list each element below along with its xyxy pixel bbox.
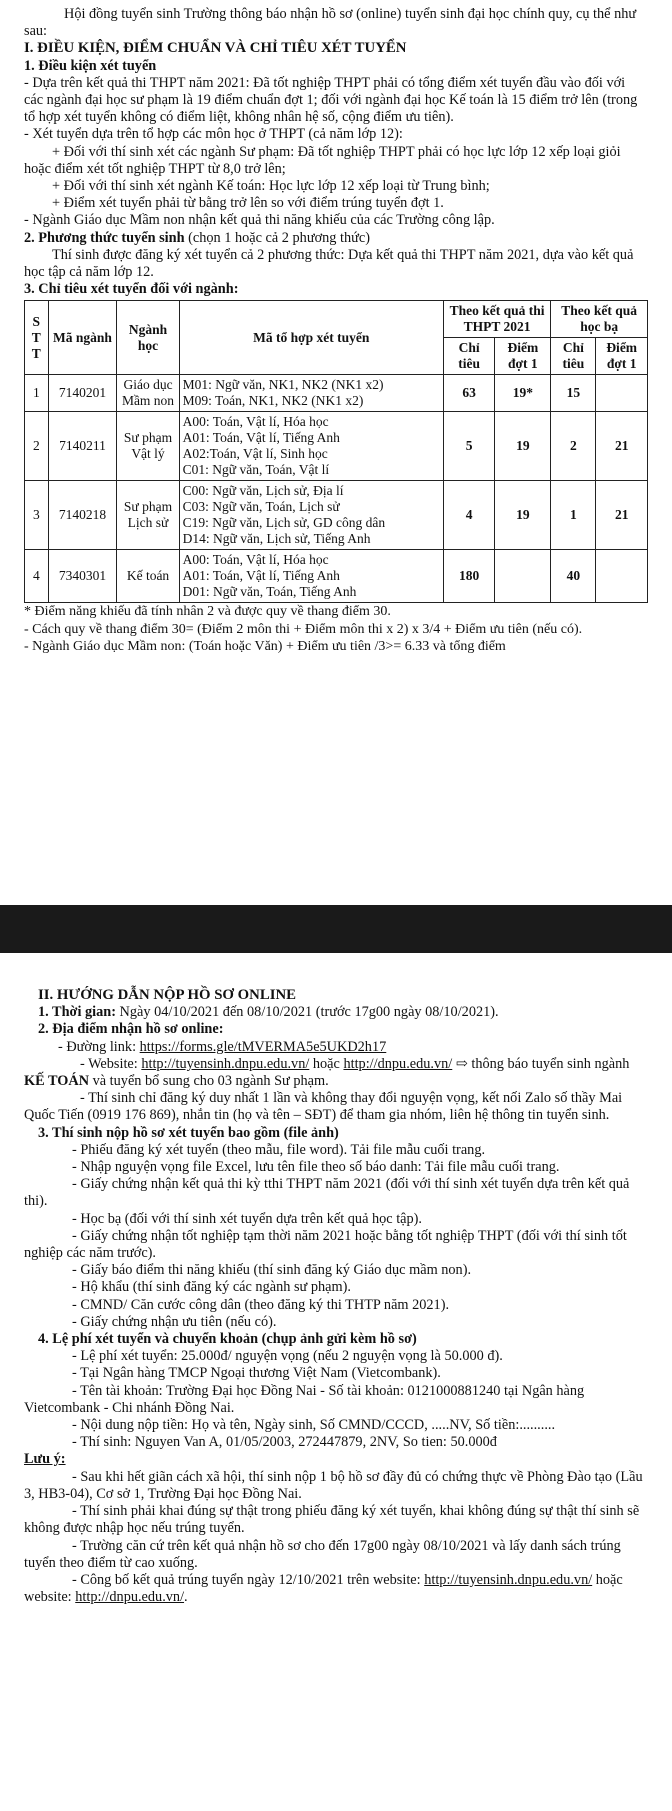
- s1-paragraph: + Điểm xét tuyển phải từ bằng trở lên so với điểm trúng tuyển đợt 1.: [52, 195, 444, 212]
- announce-link-2[interactable]: http://dnpu.edu.vn/: [75, 1589, 185, 1606]
- header-score: Điểm đợt 1: [596, 338, 648, 375]
- website-label: - Website:: [80, 1055, 142, 1072]
- combo-line: M01: Ngữ văn, NK1, NK2 (NK1 x2): [182, 377, 384, 393]
- header-thpt: Theo kết quả thi THPT 2021: [443, 301, 550, 338]
- website-or: hoặc: [309, 1055, 344, 1072]
- cell-quota-thpt: 63: [443, 375, 495, 412]
- cell-score-thpt: 19: [495, 412, 551, 481]
- doc-item: - Giấy chứng nhận ưu tiên (nếu có).: [72, 1313, 277, 1330]
- form-link[interactable]: https://forms.gle/tMVERMA5e5UKD2h17: [139, 1038, 387, 1055]
- fee-item: - Tại Ngân hàng TMCP Ngoại thương Việt Nam (Vietcombank).: [72, 1365, 441, 1382]
- s2-title: [24, 230, 646, 247]
- table-row: [25, 550, 648, 603]
- doc-item: - Giấy chứng nhận kết quả thi kỳ tthi THPT năm 2021 (đối với thí sinh xét tuyển dựa trên kết quả thi).: [24, 1176, 630, 1210]
- website-link-2[interactable]: http://dnpu.edu.vn/: [343, 1055, 453, 1072]
- doc-item: - Hộ khẩu (thí sinh đăng ký các ngành sư phạm).: [72, 1279, 351, 1296]
- website-bold: KẾ TOÁN: [24, 1073, 90, 1090]
- website-line: [24, 1056, 646, 1090]
- cell-stt: 3: [25, 481, 49, 550]
- cell-quota-thpt: 5: [443, 412, 495, 481]
- header-score: Điểm đợt 1: [495, 338, 551, 375]
- notes-title: Lưu ý:: [24, 1451, 66, 1468]
- section-1-title: I. ĐIỀU KIỆN, ĐIỂM CHUẨN VÀ CHỈ TIÊU XÉT TUYỂN: [24, 40, 407, 57]
- cell-code: 7140211: [48, 412, 117, 481]
- fee-item: - Tên tài khoản: Trường Đại học Đồng Nai - Số tài khoản: 0121000881240 tại Ngân hàng Vietcombank - Chi nhánh Đồng Nai.: [24, 1382, 585, 1416]
- announce-mid: hoặc website:: [24, 1571, 623, 1606]
- cell-score-hocba: 21: [596, 412, 648, 481]
- cell-major: Kế toán: [117, 550, 179, 603]
- doc-item: - Phiếu đăng ký xét tuyển (theo mẫu, file word). Tải file mẫu cuối trang.: [72, 1141, 486, 1158]
- cell-major: Sư phạm Lịch sử: [117, 481, 179, 550]
- s1-paragraph: - Xét tuyển dựa trên tổ hợp các môn học ở THPT (cả năm lớp 12):: [24, 126, 403, 143]
- admission-table: [24, 300, 648, 603]
- combo-line: A00: Toán, Vật lí, Hóa học: [182, 414, 329, 430]
- doc-item: - CMND/ Căn cước công dân (theo đăng ký thi THTP năm 2021).: [72, 1296, 450, 1313]
- table-row: [25, 412, 648, 481]
- cell-quota-hocba: 40: [551, 550, 596, 603]
- cell-score-hocba: 21: [596, 481, 648, 550]
- website-text: ⇨ thông báo tuyển sinh ngành: [452, 1055, 630, 1072]
- doc-item: - Nhập nguyện vọng file Excel, lưu tên file theo số báo danh: Tải file mẫu cuối trang.: [72, 1159, 560, 1176]
- combo-line: C19: Ngữ văn, Lịch sử, GD công dân: [182, 515, 386, 531]
- combo-line: A02:Toán, Vật lí, Sinh học: [182, 446, 328, 462]
- page-1: [0, 0, 672, 905]
- combo-line: C00: Ngữ văn, Lịch sử, Địa lí: [182, 483, 344, 499]
- website-end: và tuyển bổ sung cho 03 ngành Sư phạm.: [89, 1073, 329, 1090]
- zalo-paragraph: - Thí sinh chỉ đăng ký duy nhất 1 lần và không thay đổi nguyện vọng, kết nối Zalo số thầy Mai Quốc Tiến (0919 176 869), nhắn tin (họ và tên – SĐT) để tham gia nhóm, liên hệ thông tin tuyển sinh.: [24, 1090, 623, 1124]
- combo-line: C01: Ngữ văn, Toán, Vật lí: [182, 462, 330, 478]
- s1-paragraph: + Đối với thí sinh xét ngành Kế toán: Học lực lớp 12 xếp loại từ Trung bình;: [52, 178, 490, 195]
- header-stt: S T T: [25, 301, 49, 375]
- header-quota: Chỉ tiêu: [551, 338, 596, 375]
- cell-combos: [179, 375, 443, 412]
- cell-combos: [179, 412, 443, 481]
- form-link-line: [24, 1039, 646, 1056]
- table-row: [25, 481, 648, 550]
- location-title: 2. Địa điểm nhận hồ sơ online:: [38, 1021, 224, 1038]
- time-value: Ngày 04/10/2021 đến 08/10/2021 (trước 17g00 ngày 08/10/2021).: [115, 1004, 499, 1021]
- fee-title: 4. Lệ phí xét tuyển và chuyển khoản (chụp ảnh gửi kèm hồ sơ): [38, 1331, 417, 1348]
- cell-stt: 4: [25, 550, 49, 603]
- note-item: - Sau khi hết giãn cách xã hội, thí sinh nộp 1 bộ hồ sơ đầy đủ có chứng thực về Phòng Đào tạo (Lầu 3, HB3-04), Cơ sở 1, Trường Đại học Đồng Nai.: [24, 1468, 643, 1502]
- time-title: 1. Thời gian:: [38, 1004, 116, 1021]
- page-2: [0, 953, 672, 1811]
- doc-item: - Học bạ (đối với thí sinh xét tuyển dựa trên kết quả học tập).: [72, 1210, 423, 1227]
- header-combo: Mã tổ hợp xét tuyển: [179, 301, 443, 375]
- doc-item: - Giấy chứng nhận tốt nghiệp tạm thời năm 2021 hoặc bằng tốt nghiệp THPT (đối với thí sinh tốt nghiệp các năm trước).: [24, 1227, 627, 1262]
- cell-stt: 1: [25, 375, 49, 412]
- combo-line: A01: Toán, Vật lí, Tiếng Anh: [182, 568, 340, 584]
- header-major: Ngành học: [117, 301, 179, 375]
- doc-item: - Giấy báo điểm thi năng khiếu (thí sinh đăng ký Giáo dục mầm non).: [72, 1262, 472, 1279]
- s2-paragraph: Thí sinh được đăng ký xét tuyển cả 2 phương thức: Dựa kết quả thi THPT năm 2021, dựa vào kết quả học tập cả năm lớp 12.: [24, 246, 634, 281]
- cell-quota-thpt: 4: [443, 481, 495, 550]
- s1-paragraph: - Dựa trên kết quả thi THPT năm 2021: Đã tốt nghiệp THPT phải có tổng điểm xét tuyển đầu vào đối với các ngành đại học sư phạm là 19 điểm chuẩn đợt 1; đối với ngành đại học Kế toán là 15 điểm trở lên (trong tổ hợp xét tuyển không có điểm liệt, không nhân hệ số, cộng điểm ưu tiên).: [24, 74, 638, 126]
- cell-score-hocba: [596, 550, 648, 603]
- s1-paragraph: - Ngành Giáo dục Mầm non nhận kết quả thi năng khiếu của các Trường công lập.: [24, 212, 495, 229]
- fee-item: - Thí sinh: Nguyen Van A, 01/05/2003, 272447879, 2NV, So tien: 50.000đ: [72, 1434, 497, 1451]
- page-separator: [0, 905, 672, 953]
- cell-score-thpt: [495, 550, 551, 603]
- cell-combos: [179, 481, 443, 550]
- cell-major: Sư phạm Vật lý: [117, 412, 179, 481]
- cell-quota-hocba: 2: [551, 412, 596, 481]
- cell-code: 7340301: [48, 550, 117, 603]
- table-note: - Cách quy về thang điểm 30= (Điểm 2 môn thi + Điểm môn thi x 2) x 3/4 + Điểm ưu tiên (nếu có).: [24, 621, 583, 637]
- announce-line: [24, 1572, 646, 1606]
- combo-line: D01: Ngữ văn, Toán, Tiếng Anh: [182, 584, 357, 600]
- cell-combos: [179, 550, 443, 603]
- cell-quota-hocba: 15: [551, 375, 596, 412]
- s1-title: 1. Điều kiện xét tuyển: [24, 57, 157, 74]
- note-item: - Thí sinh phải khai đúng sự thật trong phiếu đăng ký xét tuyển, khai không đúng sự thật thí sinh sẽ không được nhập học nếu trúng tuyển.: [24, 1503, 640, 1537]
- section-2-title: II. HƯỚNG DẪN NỘP HỒ SƠ ONLINE: [38, 987, 297, 1003]
- s1-paragraph: + Đối với thí sinh xét các ngành Sư phạm: Đã tốt nghiệp THPT phải có học lực lớp 12 xếp loại giỏi hoặc điểm xét tốt nghiệp THPT từ 8,0 trở lên;: [24, 143, 621, 177]
- cell-stt: 2: [25, 412, 49, 481]
- time-line: [24, 1004, 646, 1021]
- intro-text: Hội đồng tuyển sinh Trường thông báo nhận hồ sơ (online) tuyển sinh đại học chính quy, cụ thể như sau:: [24, 6, 637, 40]
- docs-title: 3. Thí sinh nộp hồ sơ xét tuyển bao gồm (file ảnh): [38, 1124, 339, 1141]
- cell-score-thpt: 19: [495, 481, 551, 550]
- table-row: [25, 375, 648, 412]
- table-note: - Ngành Giáo dục Mầm non: (Toán hoặc Văn) + Điểm ưu tiên /3>= 6.33 và tổng điểm: [24, 638, 506, 654]
- fee-item: - Lệ phí xét tuyển: 25.000đ/ nguyện vọng (nếu 2 nguyện vọng là 50.000 đ).: [72, 1348, 503, 1365]
- cell-quota-thpt: 180: [443, 550, 495, 603]
- announce-link-1[interactable]: http://tuyensinh.dnpu.edu.vn/: [424, 1571, 593, 1588]
- combo-line: D14: Ngữ văn, Lịch sử, Tiếng Anh: [182, 531, 371, 547]
- combo-line: C03: Ngữ văn, Toán, Lịch sử: [182, 499, 340, 515]
- announce-text: - Công bố kết quả trúng tuyển ngày 12/10/2021 trên website:: [72, 1571, 425, 1588]
- fee-item: - Nội dung nộp tiền: Họ và tên, Ngày sinh, Số CMND/CCCD, .....NV, Số tiền:..........: [72, 1417, 556, 1434]
- combo-line: A00: Toán, Vật lí, Hóa học: [182, 552, 329, 568]
- announce-end: .: [184, 1589, 188, 1606]
- combo-line: A01: Toán, Vật lí, Tiếng Anh: [182, 430, 340, 446]
- cell-score-thpt: 19*: [495, 375, 551, 412]
- cell-quota-hocba: 1: [551, 481, 596, 550]
- header-hocba: Theo kết quả học bạ: [551, 301, 648, 338]
- s2-title-rest: (chọn 1 hoặc cả 2 phương thức): [184, 229, 370, 246]
- table-note: * Điểm năng khiếu đã tính nhân 2 và được quy về thang điểm 30.: [24, 604, 391, 620]
- cell-code: 7140201: [48, 375, 117, 412]
- note-item: - Trường căn cứ trên kết quả nhận hồ sơ cho đến 17g00 ngày 08/10/2021 và lấy danh sách trúng tuyển theo điểm từ cao xuống.: [24, 1537, 621, 1571]
- cell-score-hocba: [596, 375, 648, 412]
- form-link-label: - Đường link:: [58, 1038, 140, 1055]
- cell-major: Giáo dục Mầm non: [117, 375, 179, 412]
- website-link-1[interactable]: http://tuyensinh.dnpu.edu.vn/: [141, 1055, 310, 1072]
- cell-code: 7140218: [48, 481, 117, 550]
- s2-title-bold: 2. Phương thức tuyển sinh: [24, 229, 185, 246]
- s3-title: 3. Chỉ tiêu xét tuyển đối với ngành:: [24, 281, 239, 298]
- header-code: Mã ngành: [48, 301, 117, 375]
- combo-line: M09: Toán, NK1, NK2 (NK1 x2): [182, 393, 364, 409]
- header-quota: Chỉ tiêu: [443, 338, 495, 375]
